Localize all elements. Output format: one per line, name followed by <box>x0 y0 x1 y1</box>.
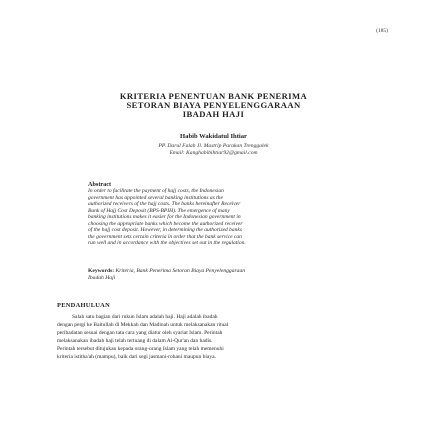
abstract-line: banking institutions makes it easier for the Indonesian government in <box>88 214 241 220</box>
title-line: SETORAN BIAYA PENYELENGGARAAN <box>126 100 301 110</box>
abstract-line: the government sets certain criteria in order that the bank service can <box>88 233 242 240</box>
body-line: kriteria istitha'ah (mampu), baik dari segi jasmani-rohani maupun biaya. <box>57 354 216 360</box>
body-line: melaksanakan ibadah haji telah tertuang di dalam Al-Qur'an dan hadis. <box>57 338 213 344</box>
author-name: Habib Wakidatul Ihtiar <box>180 133 247 140</box>
body-line: Perintah tersebut ditujukan kepada orang-orang Islam yang telah memenuhi <box>57 346 224 352</box>
abstract-line: In order to facilitate the payment of hajj costs, the Indonesian <box>88 188 224 194</box>
abstract-line: Bank of Hajj Cost Deposit (BPS-BPIH). The emergence of many <box>88 207 230 214</box>
abstract-line: run well and in accordance with the objectives set out in the regulation. <box>88 240 246 246</box>
author-email: Email: Kanghabibihtiar92@gmail.com <box>169 150 258 156</box>
keywords-label: Keywords: <box>88 268 115 274</box>
title-line: KRITERIA PENENTUAN BANK PENERIMA <box>119 91 308 101</box>
abstract-heading: Abstract <box>88 181 112 188</box>
abstract-line: of the hajj cost deposit. However, in determining the authorized banks <box>88 227 242 233</box>
keywords-text: Kriteria, Bank Penerima Setoran Biaya Penyelenggaraan <box>115 268 246 274</box>
page-number: (185) <box>376 28 388 34</box>
abstract-line: choosing the appropriate banks which become the authorized receiver <box>88 220 243 227</box>
abstract-line: government has appointed several banking institutions as the <box>88 194 223 201</box>
affiliation-line: PP. Darul Falah Jl. Mastrip Parakan Trenggalek <box>158 143 269 149</box>
body-line: dengan pergi ke Baitullah di Mekkah dan Madinah untuk melaksanakan ritual <box>57 322 229 328</box>
body-line: peribadatan sesuai dengan tata cara yang diatur oleh syariat Islam. Perintah <box>57 330 223 336</box>
keywords-line: Ibadah Haji <box>88 275 116 281</box>
title-line: IBADAH HAJI <box>182 109 245 119</box>
body-line: Salah satu bagian dari rukun Islam adalah haji. Haji adalah ibadah <box>72 314 218 320</box>
section-heading: PENDAHULUAN <box>57 302 111 309</box>
abstract-line: authorized receivers of the hajj costs. The banks hereinafter Receiver <box>88 201 241 207</box>
keywords-line <box>88 268 356 274</box>
